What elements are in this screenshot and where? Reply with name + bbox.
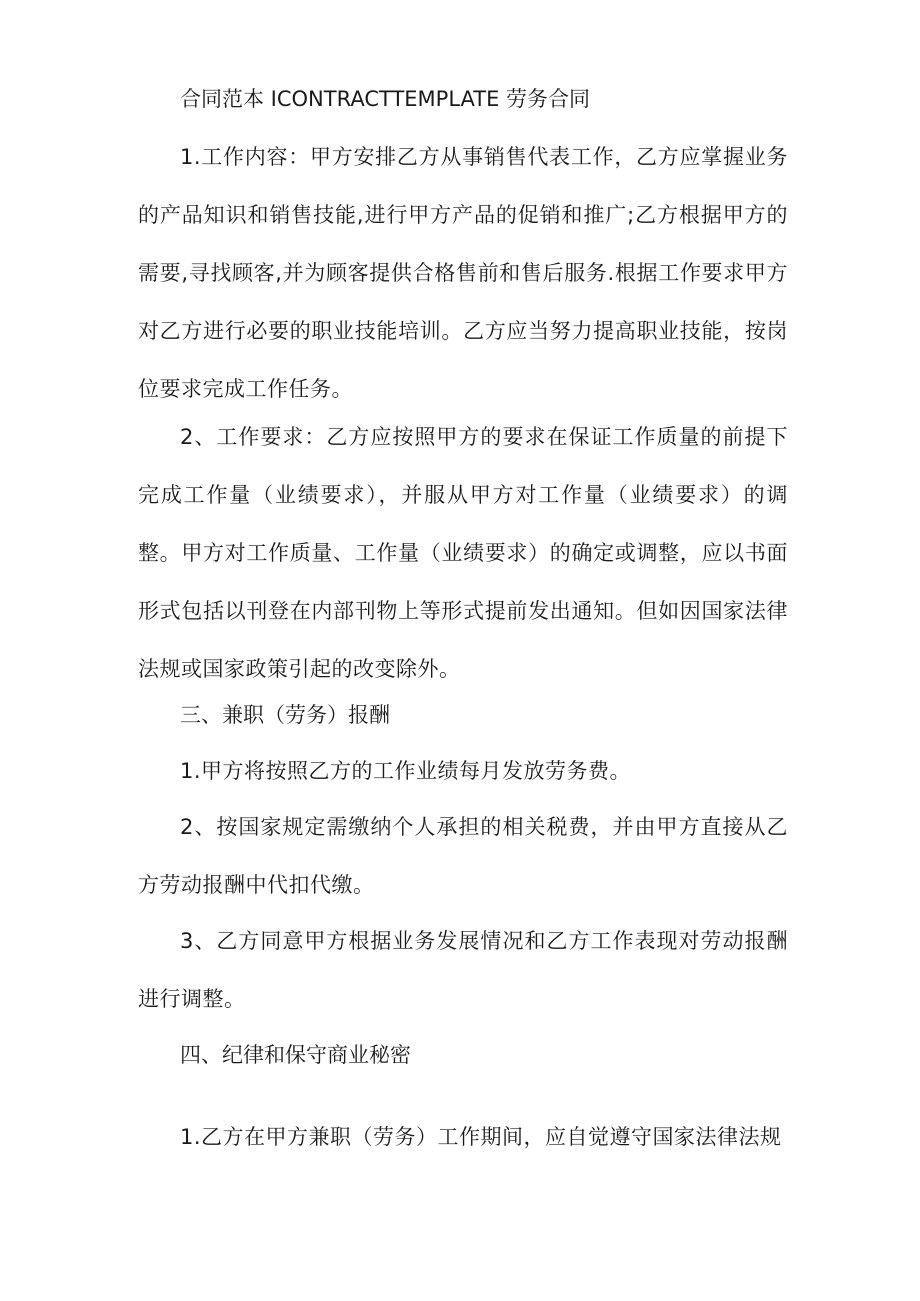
paragraph-labor-fee: 1.甲方将按照乙方的工作业绩每月发放劳务费。 <box>180 759 632 783</box>
paragraph-work-requirements: 2、工作要求：乙方应按照甲方的要求在保证工作质量的前提下完成工作量（业绩要求），并服从甲方对工作量（业绩要求）的调整。甲方对工作质量、工作量（业绩要求）的确定或调整，应以书面形式包括以刊登在内部刊物上等形式提前发出通知。但如因国家法律法规或国家政策引起的改变除外。 <box>138 425 788 681</box>
section-heading-discipline: 四、纪律和保守商业秘密 <box>180 1043 411 1067</box>
paragraph-taxes: 2、按国家规定需缴纳个人承担的相关税费，并由甲方直接从乙方劳动报酬中代扣代缴。 <box>138 815 788 897</box>
paragraph-compliance: 1.乙方在甲方兼职（劳务）工作期间，应自觉遵守国家法律法规 <box>180 1125 782 1149</box>
section-heading-remuneration: 三、兼职（劳务）报酬 <box>180 703 390 727</box>
paragraph-work-content: 1.工作内容：甲方安排乙方从事销售代表工作，乙方应掌握业务的产品知识和销售技能,进行甲方产品的促销和推广;乙方根据甲方的需要,寻找顾客,并为顾客提供合格售前和售后服务.根据工作要求甲方对乙方进行必要的职业技能培训。乙方应当努力提高职业技能，按岗位要求完成工作任务。 <box>138 145 788 401</box>
paragraph-adjustment: 3、乙方同意甲方根据业务发展情况和乙方工作表现对劳动报酬进行调整。 <box>138 929 788 1011</box>
document-title: 合同范本 ICONTRACTTEMPLATE 劳务合同 <box>180 87 591 111</box>
